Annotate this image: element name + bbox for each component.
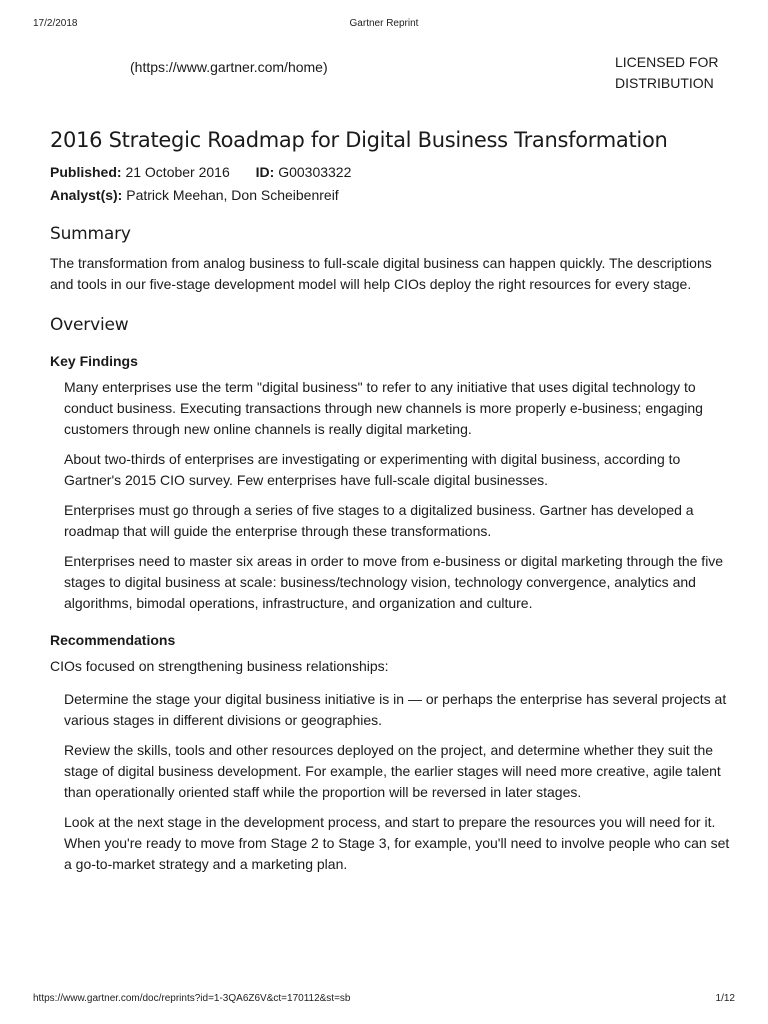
- recommendations-intro: CIOs focused on strengthening business relationships:: [50, 658, 389, 674]
- recommendations-heading: Recommendations: [50, 632, 176, 648]
- summary-heading: Summary: [50, 224, 131, 244]
- key-findings-heading: Key Findings: [50, 353, 138, 369]
- print-date: 17/2/2018: [33, 18, 78, 29]
- print-title: Gartner Reprint: [349, 18, 419, 29]
- license-notice: [615, 52, 755, 94]
- publication-meta: [50, 161, 730, 184]
- published-date: 21 October 2016: [125, 164, 230, 180]
- gartner-home-link[interactable]: (https://www.gartner.com/home): [130, 59, 328, 75]
- key-finding-3: Enterprises must go through a series of five stages to a digitalized business. Gartner has developed a roadmap that will guide the enterprise through these transformations.: [64, 502, 694, 539]
- analysts-meta: [50, 184, 730, 207]
- print-url: https://www.gartner.com/doc/reprints?id=1-3QA6Z6V&ct=170112&st=sb: [33, 993, 351, 1004]
- document-body: [50, 125, 730, 875]
- recommendation-1: Determine the stage your digital business initiative is in — or perhaps the enterprise has several projects at various stages in different divisions or geographies.: [64, 691, 727, 728]
- published-label: Published:: [50, 164, 122, 180]
- key-finding-1: Many enterprises use the term "digital business" to refer to any initiative that uses digital technology to conduct business. Executing transactions through new channels is more properly e-business; engaging customers through new online channels is really digital marketing.: [64, 379, 703, 437]
- print-header: [0, 18, 768, 32]
- key-finding-4: Enterprises need to master six areas in order to move from e-business or digital marketing through the five stages to digital business at scale: business/technology vision, technology convergence, analytics and algorithms, bimodal operations, infrastructure, and organization and culture.: [64, 553, 724, 611]
- recommendation-2: Review the skills, tools and other resources deployed on the project, and determine whether they suit the stage of digital business development. For example, the earlier stages will need more creative, agile talent than operationally oriented staff while the proportion will be reversed in later stages.: [64, 742, 721, 800]
- page-number: 1/12: [715, 993, 735, 1004]
- recommendation-3: Look at the next stage in the development process, and start to prepare the resources you will need for it. When you're ready to move from Stage 2 to Stage 3, for example, you'll need to involve people who can set a go-to-market strategy and a marketing plan.: [64, 814, 730, 872]
- key-finding-2: About two-thirds of enterprises are investigating or experimenting with digital business, according to Gartner's 2015 CIO survey. Few enterprises have full-scale digital businesses.: [64, 451, 681, 488]
- print-footer: [0, 993, 768, 1007]
- license-line-1: LICENSED FOR: [615, 54, 719, 70]
- analysts-label: Analyst(s):: [50, 187, 123, 203]
- id-label: ID:: [255, 164, 275, 180]
- summary-text: The transformation from analog business to full-scale digital business can happen quickly. The descriptions and tools in our five-stage development model will help CIOs deploy the right resources for every stage.: [50, 255, 712, 292]
- license-line-2: DISTRIBUTION: [615, 75, 714, 91]
- overview-heading: Overview: [50, 315, 129, 335]
- document-title: 2016 Strategic Roadmap for Digital Business Transformation: [50, 128, 668, 152]
- analysts-names: Patrick Meehan, Don Scheibenreif: [126, 187, 339, 203]
- document-id: G00303322: [278, 164, 352, 180]
